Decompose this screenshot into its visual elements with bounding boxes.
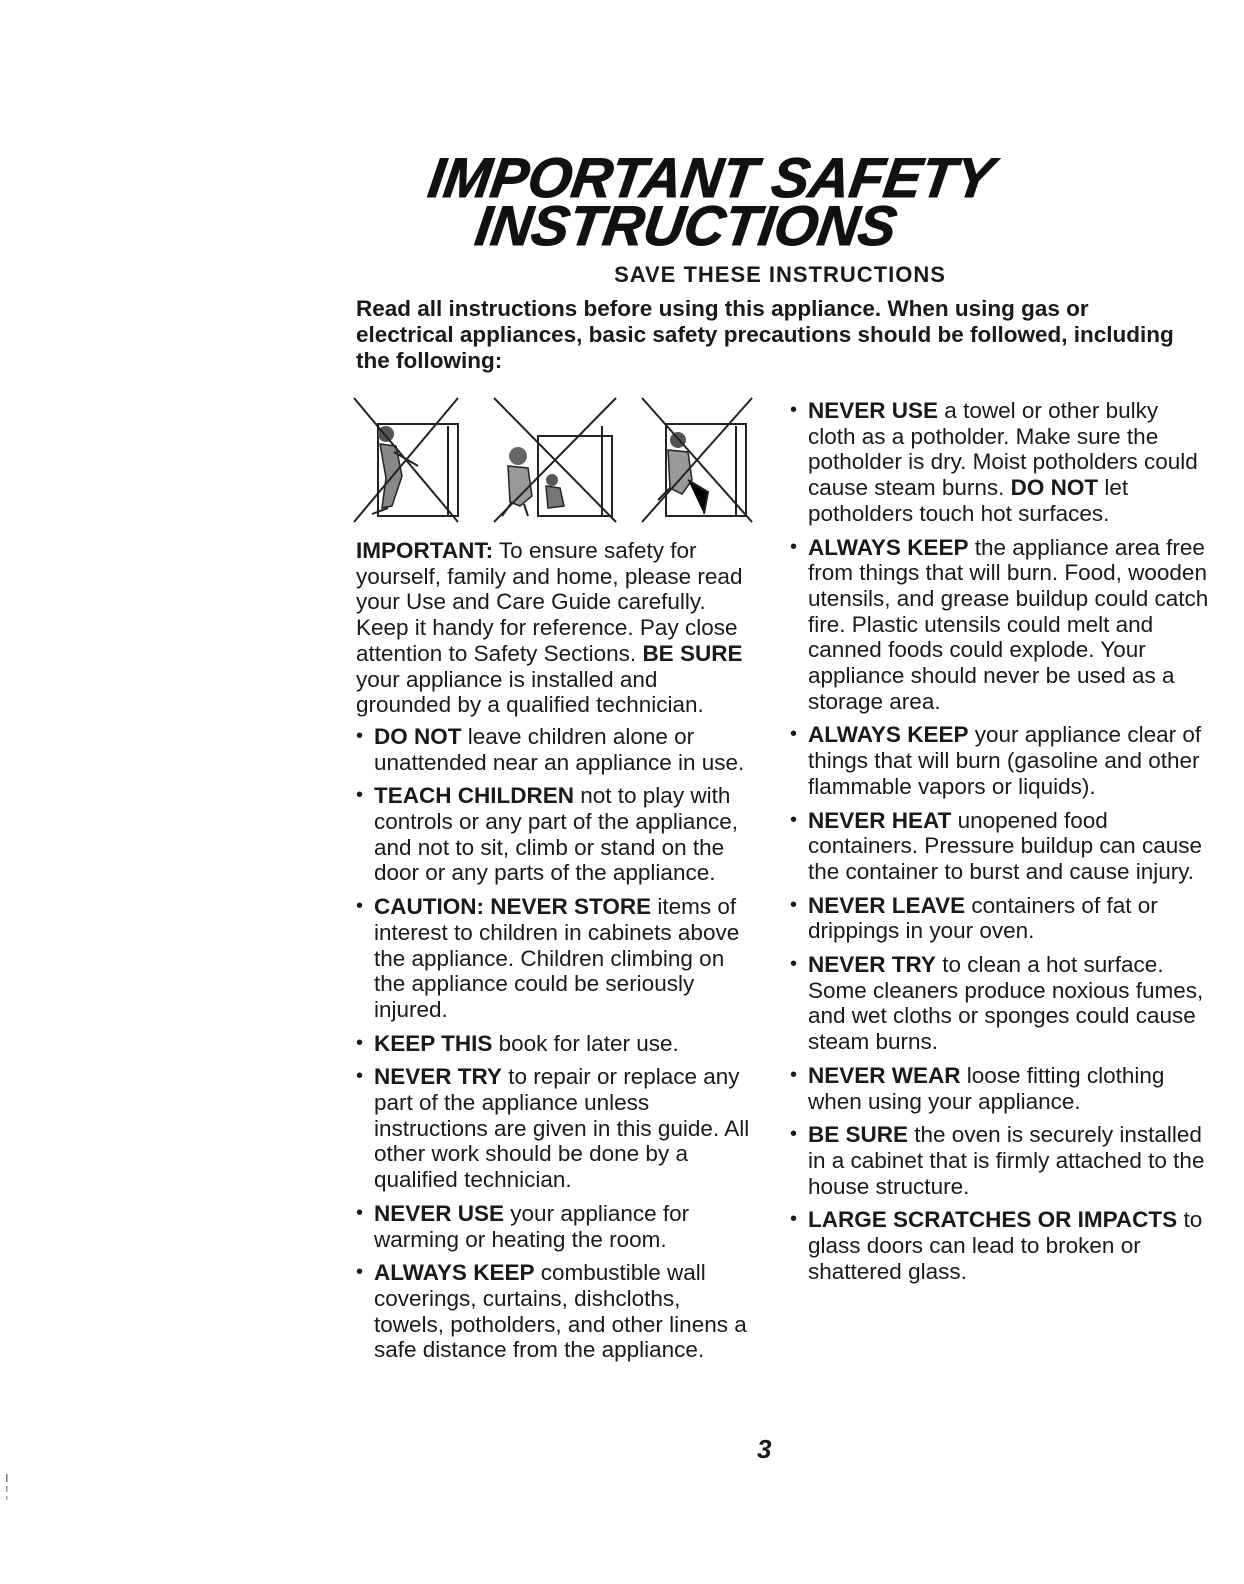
bullet-dot-icon: •: [790, 723, 798, 746]
no-children-near-open-door-icon: [494, 398, 616, 522]
list-item: [790, 398, 1210, 527]
list-item: [356, 1201, 751, 1252]
bullet-dot-icon: •: [790, 893, 798, 916]
list-item: [790, 1122, 1210, 1199]
bullet-lead: NEVER TRY: [808, 952, 936, 978]
bullet-text: loose fitting clothing when using your appliance.: [808, 1062, 1165, 1114]
bullet-dot-icon: •: [356, 1201, 364, 1224]
bullet-lead: NEVER LEAVE: [808, 892, 966, 918]
bullet-text: leave children alone or unattended near an appliance in use.: [374, 723, 745, 775]
bullet-text: items of interest to children in cabinets above the appliance. Children climbing on the appliance could be seriously injured.: [374, 894, 740, 1022]
safety-illustrations: [352, 396, 772, 534]
list-item: [790, 722, 1210, 799]
scan-margin-mark: [4, 1474, 10, 1502]
no-sitting-on-door-icon: [642, 398, 752, 522]
list-item: [790, 1207, 1210, 1284]
important-text-1: To ensure safety for yourself, family and home, please read your Use and Care Guide carefully. Keep it handy for reference. Pay close attention to Safety Sections.: [356, 538, 743, 666]
bullet-dot-icon: •: [356, 1065, 364, 1088]
page-title-line-2: INSTRUCTIONS: [471, 194, 901, 257]
list-item: [356, 1064, 751, 1193]
bullet-text: to glass doors can lead to broken or shattered glass.: [808, 1207, 1203, 1284]
bullet-dot-icon: •: [790, 1208, 798, 1231]
bullet-text: the oven is securely installed in a cabinet that is firmly attached to the house structure.: [808, 1122, 1205, 1199]
left-bullet-list: [356, 724, 751, 1363]
important-lead: IMPORTANT:: [356, 538, 494, 563]
bullet-text: to clean a hot surface. Some cleaners produce noxious fumes, and wet cloths or sponges could cause steam burns.: [808, 952, 1204, 1055]
bullet-lead: ALWAYS KEEP: [808, 722, 969, 748]
bullet-dot-icon: •: [790, 535, 798, 558]
bullet-lead: DO NOT: [374, 723, 462, 749]
bullet-dot-icon: •: [356, 724, 364, 747]
bullet-lead: NEVER USE: [808, 398, 939, 423]
bullet-lead: LARGE SCRATCHES OR IMPACTS: [808, 1207, 1178, 1233]
bullet-text: book for later use.: [492, 1030, 679, 1056]
bullet-dot-icon: •: [790, 399, 798, 421]
bullet-dot-icon: •: [356, 895, 364, 918]
list-item: [356, 894, 751, 1023]
right-bullet-list: [790, 398, 1210, 1285]
list-item: [356, 1031, 751, 1057]
list-item: [790, 535, 1210, 715]
intro-paragraph: Read all instructions before using this appliance. When using gas or electrical appliances, basic safety precautions should be followed, including the following:: [356, 296, 1174, 373]
bullet-dot-icon: •: [356, 1031, 364, 1054]
bullet-dot-icon: •: [790, 1063, 798, 1086]
list-item: [356, 1260, 751, 1363]
bullet-dot-icon: •: [790, 808, 798, 831]
bullet-lead: BE SURE: [808, 1122, 909, 1148]
bullet-text: containers of fat or drippings in your oven.: [808, 892, 1158, 944]
bullet-text: not to play with controls or any part of the appliance, and not to sit, climb or stand on the door or any parts of the appliance.: [374, 783, 738, 886]
bullet-lead: CAUTION: NEVER STORE: [374, 894, 652, 920]
bullet-lead: NEVER TRY: [374, 1064, 502, 1090]
bullet-dot-icon: •: [790, 953, 798, 976]
bullet-lead: KEEP THIS: [374, 1030, 493, 1056]
page-number: 3: [757, 1434, 772, 1464]
list-item: [356, 724, 751, 775]
bullet-dot-icon: •: [790, 1123, 798, 1146]
bullet-text: to repair or replace any part of the appliance unless instructions are given in this guide. All other work should be done by a qualified technician.: [374, 1064, 750, 1193]
bullet-text: a towel or other bulky cloth as a potholder. Make sure the potholder is dry. Moist potholders could cause steam burns.: [808, 398, 1198, 501]
bullet-text: your appliance for warming or heating the room.: [374, 1200, 690, 1252]
bullet-lead: NEVER HEAT: [808, 807, 952, 833]
list-item: [356, 783, 751, 886]
bullet-text: unopened food containers. Pressure buildup can cause the container to burst and cause injury.: [808, 807, 1202, 884]
list-item: [790, 1063, 1210, 1114]
bullet-text: your appliance clear of things that will burn (gasoline and other flammable vapors or liquids).: [808, 722, 1202, 799]
bullet-lead: ALWAYS KEEP: [808, 534, 969, 560]
bullet-dot-icon: •: [356, 784, 364, 807]
bullet-lead: TEACH CHILDREN: [374, 783, 574, 809]
important-lead-2: BE SURE: [642, 640, 743, 666]
page-title-line-1: IMPORTANT SAFETY: [424, 146, 998, 209]
bullet-lead: NEVER USE: [374, 1200, 505, 1226]
no-climbing-on-door-icon: [354, 398, 458, 522]
important-text-2: your appliance is installed and grounded by a qualified technician.: [356, 666, 704, 718]
list-item: [790, 893, 1210, 944]
bullet-lead-2: DO NOT: [1010, 475, 1099, 501]
right-column: [790, 398, 1210, 1293]
list-item: [790, 808, 1210, 885]
bullet-text: the appliance area free from things that will burn. Food, wooden utensils, and grease buildup could catch fire. Plastic utensils could melt and canned foods could explode. Your appliance should never be used as a storage area.: [808, 534, 1209, 714]
bullet-lead: NEVER WEAR: [808, 1062, 961, 1088]
important-paragraph: [356, 538, 751, 718]
left-column: [356, 538, 751, 1371]
bullet-text: combustible wall coverings, curtains, dishcloths, towels, potholders, and other linens a safe distance from the appliance.: [374, 1260, 747, 1363]
bullet-text-2: let potholders touch hot surfaces.: [808, 475, 1129, 526]
bullet-dot-icon: •: [356, 1261, 364, 1284]
list-item: [790, 952, 1210, 1055]
bullet-lead: ALWAYS KEEP: [374, 1260, 535, 1286]
save-instructions-heading: SAVE THESE INSTRUCTIONS: [614, 262, 946, 287]
